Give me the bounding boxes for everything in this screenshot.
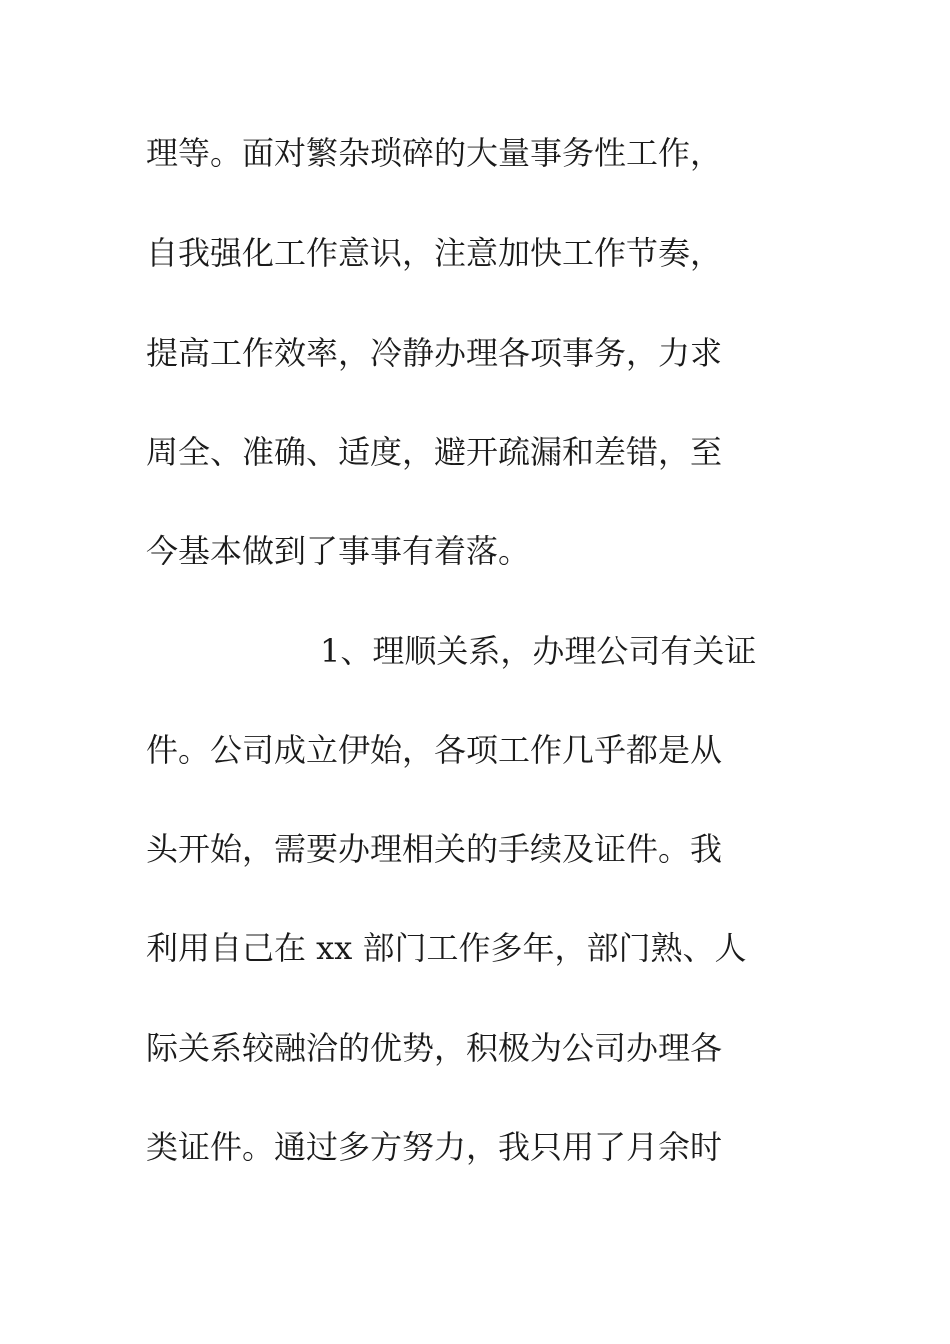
text-line-4: 周全、准确、适度，避开疏漏和差错，至 xyxy=(146,433,723,471)
text-line-1: 理等。面对繁杂琐碎的大量事务性工作， xyxy=(146,134,723,172)
text-line-10: 际关系较融洽的优势，积极为公司办理各 xyxy=(146,1029,723,1067)
text-line-5: 今基本做到了事事有着落。 xyxy=(146,532,531,570)
text-line-2: 自我强化工作意识，注意加快工作节奏， xyxy=(146,234,723,272)
text-line-7: 件。公司成立伊始，各项工作几乎都是从 xyxy=(146,731,723,769)
text-line-11: 类证件。通过多方努力，我只用了月余时 xyxy=(146,1128,723,1166)
text-line-6-indented: 1、理顺关系，办理公司有关证 xyxy=(320,632,757,670)
text-line-9: 利用自己在 xx 部门工作多年，部门熟、人 xyxy=(146,929,747,967)
text-line-3: 提高工作效率，冷静办理各项事务，力求 xyxy=(146,334,723,372)
text-line-8: 头开始，需要办理相关的手续及证件。我 xyxy=(146,830,723,868)
